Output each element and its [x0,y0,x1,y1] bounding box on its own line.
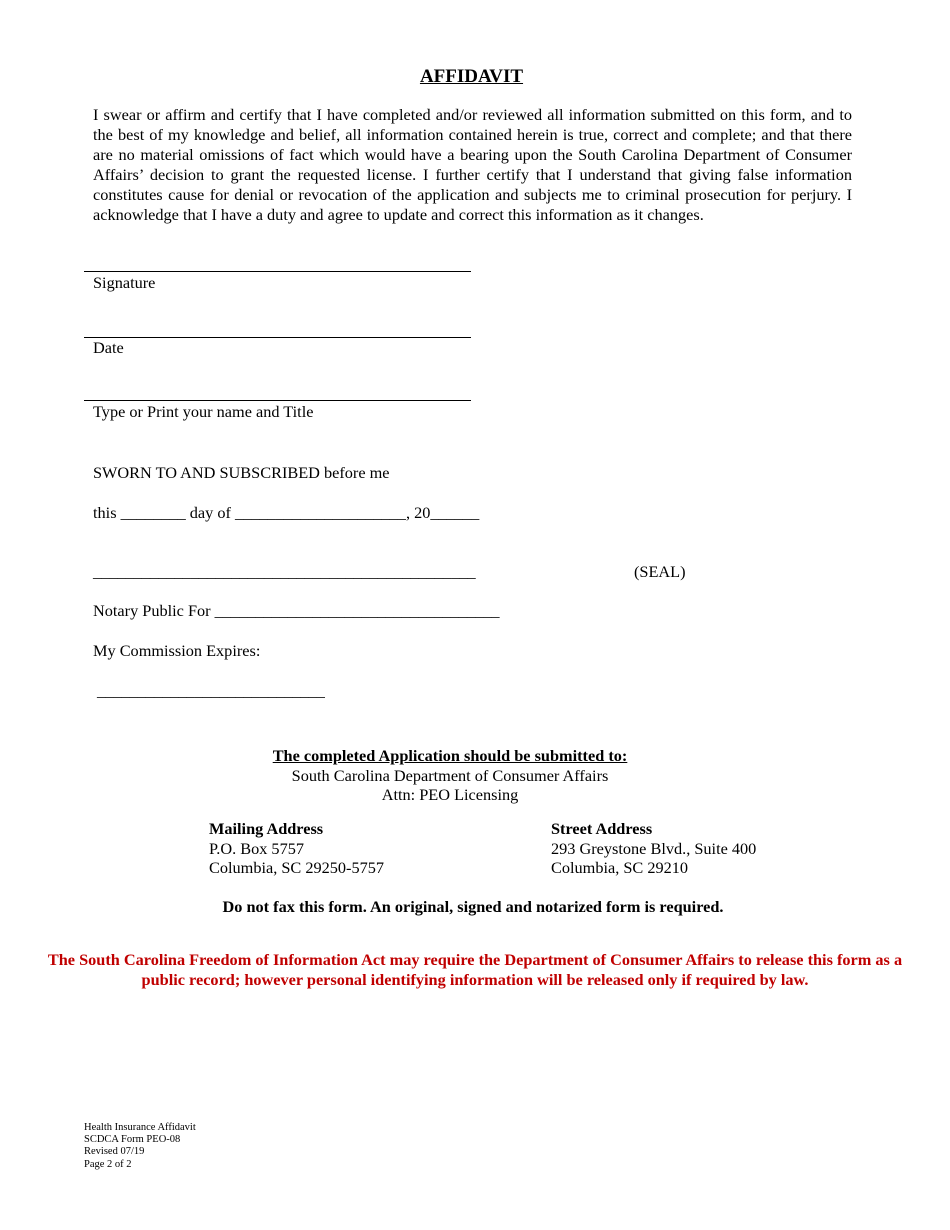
mailing-address-line2: Columbia, SC 29250-5757 [209,858,385,877]
form-footer [84,1122,196,1171]
name-title-line[interactable] [84,400,471,401]
street-address-heading: Street Address [551,819,653,838]
street-address [551,819,756,878]
seal-label: (SEAL) [634,562,686,581]
mailing-address-heading: Mailing Address [209,819,324,838]
page-title: AFFIDAVIT [419,66,524,87]
attention-line: Attn: PEO Licensing [381,785,519,804]
name-title-label: Type or Print your name and Title [93,402,314,421]
department-name: South Carolina Department of Consumer Affairs [291,765,609,785]
commission-expires-line[interactable]: ____________________________ [97,681,325,700]
affidavit-statement: I swear or affirm and certify that I have completed and/or reviewed all information submitted on this form, and to the best of my knowledge and belief, all information contained herein is true, correct and complete; and that there are no material omissions of fact which would have a bearing upon the South Carolina Department of Consumer Affairs’ decision to grant the requested license. I further certify that I understand that giving false information constitutes cause for denial or revocation of the application and subjects me to criminal prosecution for perjury. I acknowledge that I have a duty and agree to update and correct this information as it changes. [93,105,852,224]
commission-expires-label: My Commission Expires: [93,641,261,660]
sworn-date-line[interactable]: this ________ day of _____________________, 20______ [93,503,480,522]
sworn-statement: SWORN TO AND SUBSCRIBED before me [93,463,390,482]
foia-notice: The South Carolina Freedom of Information Act may require the Department of Consumer Affairs to release this form as a public record; however personal identifying information will be released only if required by law. [47,950,903,989]
submission-info [0,746,900,805]
footer-form-number: SCDCA Form PEO-08 [84,1134,181,1146]
footer-page-number: Page 2 of 2 [84,1158,132,1170]
notary-public-for-line[interactable]: Notary Public For ___________________________________ [93,601,500,620]
fax-note: Do not fax this form. An original, signed and notarized form is required. [222,897,724,916]
date-label: Date [93,338,124,357]
footer-revision: Revised 07/19 [84,1146,145,1158]
street-address-line1: 293 Greystone Blvd., Suite 400 [551,838,757,858]
mailing-address-line1: P.O. Box 5757 [209,838,304,858]
signature-line[interactable] [84,271,471,272]
submission-heading: The completed Application should be submitted to: [272,746,628,765]
street-address-line2: Columbia, SC 29210 [551,858,689,877]
signature-label: Signature [93,273,156,292]
mailing-address [209,819,384,878]
date-line[interactable] [84,337,471,338]
notary-signature-line[interactable]: _______________________________________________ [93,562,476,581]
footer-form-name: Health Insurance Affidavit [84,1122,196,1133]
